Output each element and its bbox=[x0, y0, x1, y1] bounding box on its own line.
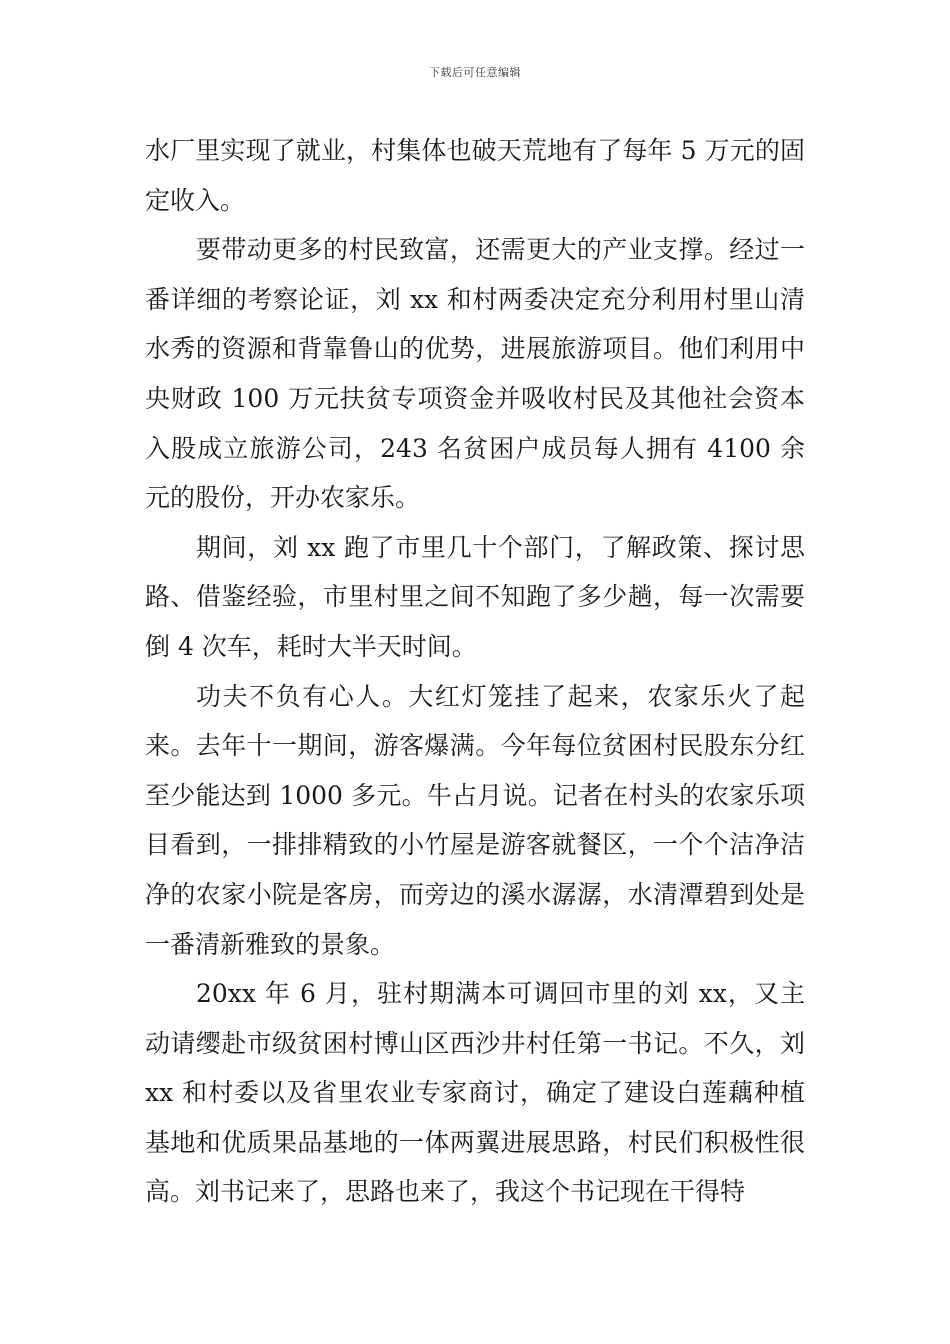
page-header: 下载后可任意编辑 bbox=[429, 66, 521, 79]
paragraph-5: 20xx 年 6 月，驻村期满本可调回市里的刘 xx，又主动请缨赴市级贫困村博山区西沙井村任第一书记。不久，刘 xx 和村委以及省里农业专家商讨，确定了建设白莲藕种植基地和优质果品基地的一体两翼进展思路，村民们积极性很高。刘书记来了，思路也来了，我这个书记现在干得特 bbox=[145, 979, 805, 1207]
document-body bbox=[145, 126, 805, 1217]
paragraph-4: 功夫不负有心人。大红灯笼挂了起来，农家乐火了起来。去年十一期间，游客爆满。今年每位贫困村民股东分红至少能达到 1000 多元。牛占月说。记者在村头的农家乐项目看到，一排排精致的小竹屋是游客就餐区，一个个洁净洁净的农家小院是客房，而旁边的溪水潺潺，水清潭碧到处是一番清新雅致的景象。 bbox=[145, 681, 805, 959]
paragraph-2: 要带动更多的村民致富，还需更大的产业支撑。经过一番详细的考察论证，刘 xx 和村两委决定充分利用村里山清水秀的资源和背靠鲁山的优势，进展旅游项目。他们利用中央财政 100 万元扶贫专项资金并吸收村民及其他社会资本入股成立旅游公司，243 名贫困户成员每人拥有 4100 余元的股份，开办农家乐。 bbox=[145, 235, 805, 513]
paragraph-1: 水厂里实现了就业，村集体也破天荒地有了每年 5 万元的固定收入。 bbox=[145, 136, 805, 215]
paragraph-3: 期间，刘 xx 跑了市里几十个部门，了解政策、探讨思路、借鉴经验，市里村里之间不知跑了多少趟，每一次需要倒 4 次车，耗时大半天时间。 bbox=[145, 532, 805, 661]
